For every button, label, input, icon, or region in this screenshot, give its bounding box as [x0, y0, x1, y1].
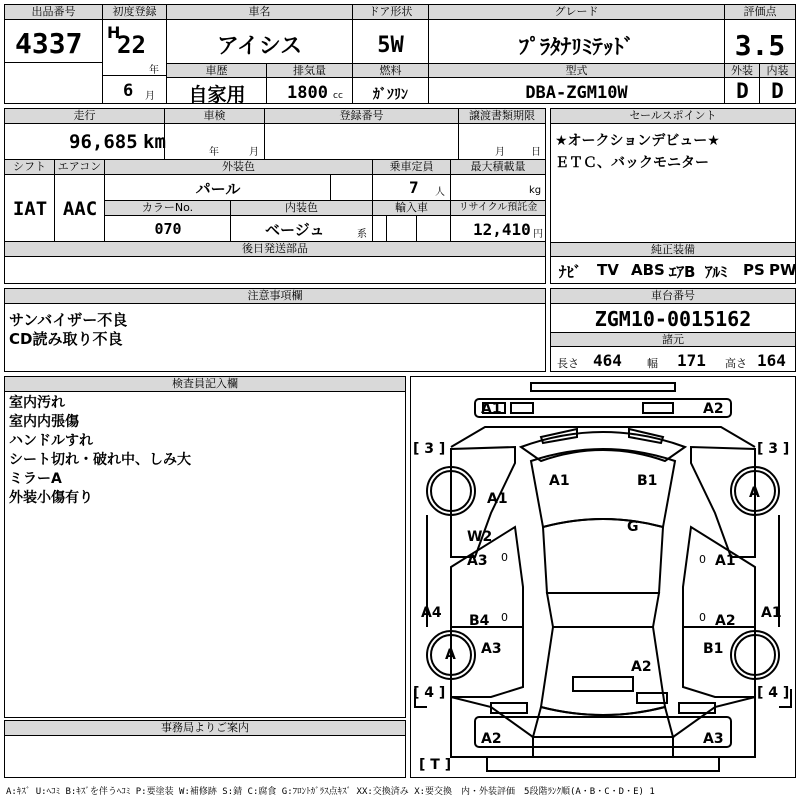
- inspection-year-unit: 年: [209, 147, 219, 158]
- door-label: ドア形状: [353, 5, 428, 20]
- sales-point-line-2: ＥＴＣ、バックモニター: [555, 155, 709, 171]
- door-left-2-mark: A3: [467, 553, 488, 569]
- transfer-month-unit: 月: [495, 147, 505, 158]
- front-right-mark: A2: [703, 401, 724, 417]
- int-label: 内装: [760, 63, 795, 78]
- door-right-2-mark: A2: [715, 613, 736, 629]
- chassis-label: 車台番号: [551, 289, 795, 304]
- side-right-mark: A1: [761, 605, 782, 621]
- sales-point-line-1: ★オークションデビュー★: [555, 133, 720, 149]
- height-label: 高さ: [725, 357, 747, 370]
- score-label: 評価点: [725, 5, 795, 20]
- inspector-line-1: 室内汚れ: [9, 395, 65, 411]
- model-label: 型式: [429, 63, 724, 78]
- grade-label: グレード: [429, 5, 724, 20]
- front-left-mark: A1: [481, 401, 502, 417]
- inspector-line-5: ミラーA: [9, 471, 62, 487]
- equip-abs: ABS: [631, 261, 665, 279]
- interior-color: ベージュ: [265, 221, 325, 239]
- lot-no-label: 出品番号: [5, 5, 102, 20]
- displacement-label: 排気量: [267, 63, 352, 78]
- spec-label: 諸元: [551, 332, 795, 347]
- handle-mark-right-1: 0: [699, 553, 706, 566]
- score: 3.5: [734, 29, 786, 62]
- recycle-fee: 12,410: [473, 220, 531, 239]
- interior-color-label: 内装色: [231, 201, 373, 216]
- later-parts-label: 後日発送部品: [5, 242, 545, 257]
- month-unit: 月: [145, 91, 155, 102]
- width: 171: [677, 351, 706, 370]
- color: パール: [195, 180, 241, 198]
- shift-label: シフト: [5, 160, 55, 175]
- roof-mark: G: [627, 519, 639, 535]
- year-unit: 年: [149, 65, 159, 76]
- door-left-1-mark: W2: [467, 529, 493, 545]
- car-name-label: 車名: [167, 5, 352, 20]
- width-label: 幅: [647, 357, 658, 370]
- capacity-unit: 人: [435, 187, 445, 198]
- bracket-top-left: [ 3 ]: [413, 441, 446, 457]
- length: 464: [593, 351, 622, 370]
- sales-point-label: セールスポイント: [551, 109, 795, 124]
- equip-nav: ﾅﾋﾞ: [559, 263, 582, 281]
- rear-left-quarter-mark: A3: [481, 641, 502, 657]
- equip-alloy: ｱﾙﾐ: [705, 263, 728, 281]
- first-reg-label: 初度登録: [103, 5, 166, 20]
- car-diagram: [410, 376, 796, 778]
- hood-left-mark: A1: [549, 473, 570, 489]
- inspection-month-unit: 月: [249, 147, 259, 158]
- inspector-line-3: ハンドルすれ: [9, 433, 93, 449]
- inspector-line-2: 室内内張傷: [9, 414, 79, 430]
- equip-pw: PW: [769, 261, 797, 279]
- displacement: 1800: [287, 83, 328, 103]
- chassis-number: ZGM10-0015162: [594, 307, 752, 331]
- era: H: [107, 23, 121, 42]
- rear-right-quarter-mark: B1: [703, 641, 724, 657]
- car-outline: [411, 377, 795, 777]
- side-left-mark: A4: [421, 605, 442, 621]
- notes-line-2: CD読み取り不良: [9, 330, 123, 348]
- lot-number: 4337: [15, 27, 83, 60]
- history-label: 車歴: [167, 63, 267, 78]
- ac-label: エアコン: [55, 160, 105, 175]
- ext-score: D: [736, 79, 749, 103]
- inspector-block: [4, 376, 406, 718]
- recycle-label: リサイクル預託金: [451, 201, 545, 216]
- transfer-label: 譲渡書類期限: [459, 109, 545, 124]
- capacity-label: 乗車定員: [373, 160, 451, 175]
- rear-right-mark: A3: [703, 731, 724, 747]
- height: 164: [757, 351, 786, 370]
- reg-no-label: 登録番号: [265, 109, 459, 124]
- inspector-line-6: 外装小傷有り: [9, 490, 93, 506]
- door-right-1-mark: A1: [715, 553, 736, 569]
- mileage-unit: km: [143, 131, 166, 153]
- hood-right-mark: B1: [637, 473, 658, 489]
- mileage-label: 走行: [5, 109, 165, 124]
- bracket-bottom-left: [ 4 ]: [413, 685, 446, 701]
- office-block: [4, 720, 406, 778]
- details-block: [4, 108, 546, 284]
- door-left-3-mark: B4: [469, 613, 490, 629]
- int-score: D: [771, 79, 784, 103]
- fuel: ｶﾞｿﾘﾝ: [373, 87, 408, 103]
- handle-mark-right-2: 0: [699, 611, 706, 624]
- equipment-label: 純正装備: [551, 242, 795, 257]
- reg-year: 22: [117, 31, 146, 59]
- chassis-block: [550, 288, 796, 372]
- color-no-label: カラーNo.: [105, 201, 231, 216]
- fuel-label: 燃料: [353, 63, 428, 78]
- door-type: 5W: [377, 33, 404, 58]
- notes-label: 注意事項欄: [5, 289, 545, 304]
- transfer-day-unit: 日: [531, 147, 541, 158]
- displacement-unit: cc: [333, 91, 343, 101]
- capacity: 7: [409, 178, 419, 197]
- notes-block: [4, 288, 546, 372]
- notes-line-1: サンバイザー不良: [9, 311, 128, 329]
- inspector-label: 検査員記入欄: [5, 377, 405, 392]
- reg-month: 6: [123, 81, 134, 101]
- import-label: 輸入車: [373, 201, 451, 216]
- inspection-label: 車検: [165, 109, 265, 124]
- handle-mark-left-1: 0: [501, 551, 508, 564]
- wheel-rl-mark: A: [445, 647, 456, 663]
- sales-point-block: [550, 108, 796, 284]
- color-no: 070: [154, 220, 182, 238]
- car-name: アイシス: [216, 34, 303, 59]
- handle-mark-left-2: 0: [501, 611, 508, 624]
- bracket-bottom-right: [ 4 ]: [757, 685, 790, 701]
- office-label: 事務局よりご案内: [5, 721, 405, 736]
- fender-left-mark: A1: [487, 491, 508, 507]
- equip-tv: TV: [597, 261, 619, 279]
- interior-color-suffix: 系: [357, 229, 367, 240]
- inspector-line-4: シート切れ・破れ中、しみ大: [9, 452, 191, 468]
- trunk-mark: A2: [631, 659, 652, 675]
- color-label: 外装色: [105, 160, 373, 175]
- ac: AAC: [62, 198, 98, 220]
- history: 自家用: [188, 84, 246, 106]
- grade: ﾌﾟﾗﾀﾅﾘﾐﾃｯﾄﾞ: [518, 35, 635, 59]
- equip-ps: PS: [743, 261, 765, 279]
- model: DBA-ZGM10W: [525, 83, 628, 103]
- load-unit: kg: [529, 185, 542, 196]
- shift: IAT: [12, 198, 48, 220]
- length-label: 長さ: [557, 357, 579, 370]
- load-label: 最大積載量: [451, 160, 545, 175]
- equip-airbag: ｴｱB: [669, 263, 696, 281]
- legend: A:ｷｽﾞ U:ﾍｺﾐ B:ｷｽﾞを伴うﾍｺﾐ P:要塗装 W:補修跡 S:錆 C:腐食 G:ﾌﾛﾝﾄｶﾞﾗｽ点ｷｽﾞ XX:交換済み X:要交換 内・外装評価 5段階ﾗﾝｸ順(A・B・C・D・E) 1: [6, 787, 655, 797]
- bracket-tire: [ T ]: [419, 757, 452, 773]
- header-block: [4, 4, 796, 104]
- recycle-unit: 円: [533, 229, 543, 240]
- ext-label: 外装: [725, 63, 760, 78]
- wheel-fr-mark: A: [749, 485, 760, 501]
- rear-left-mark: A2: [481, 731, 502, 747]
- bracket-top-right: [ 3 ]: [757, 441, 790, 457]
- mileage: 96,685: [69, 131, 138, 153]
